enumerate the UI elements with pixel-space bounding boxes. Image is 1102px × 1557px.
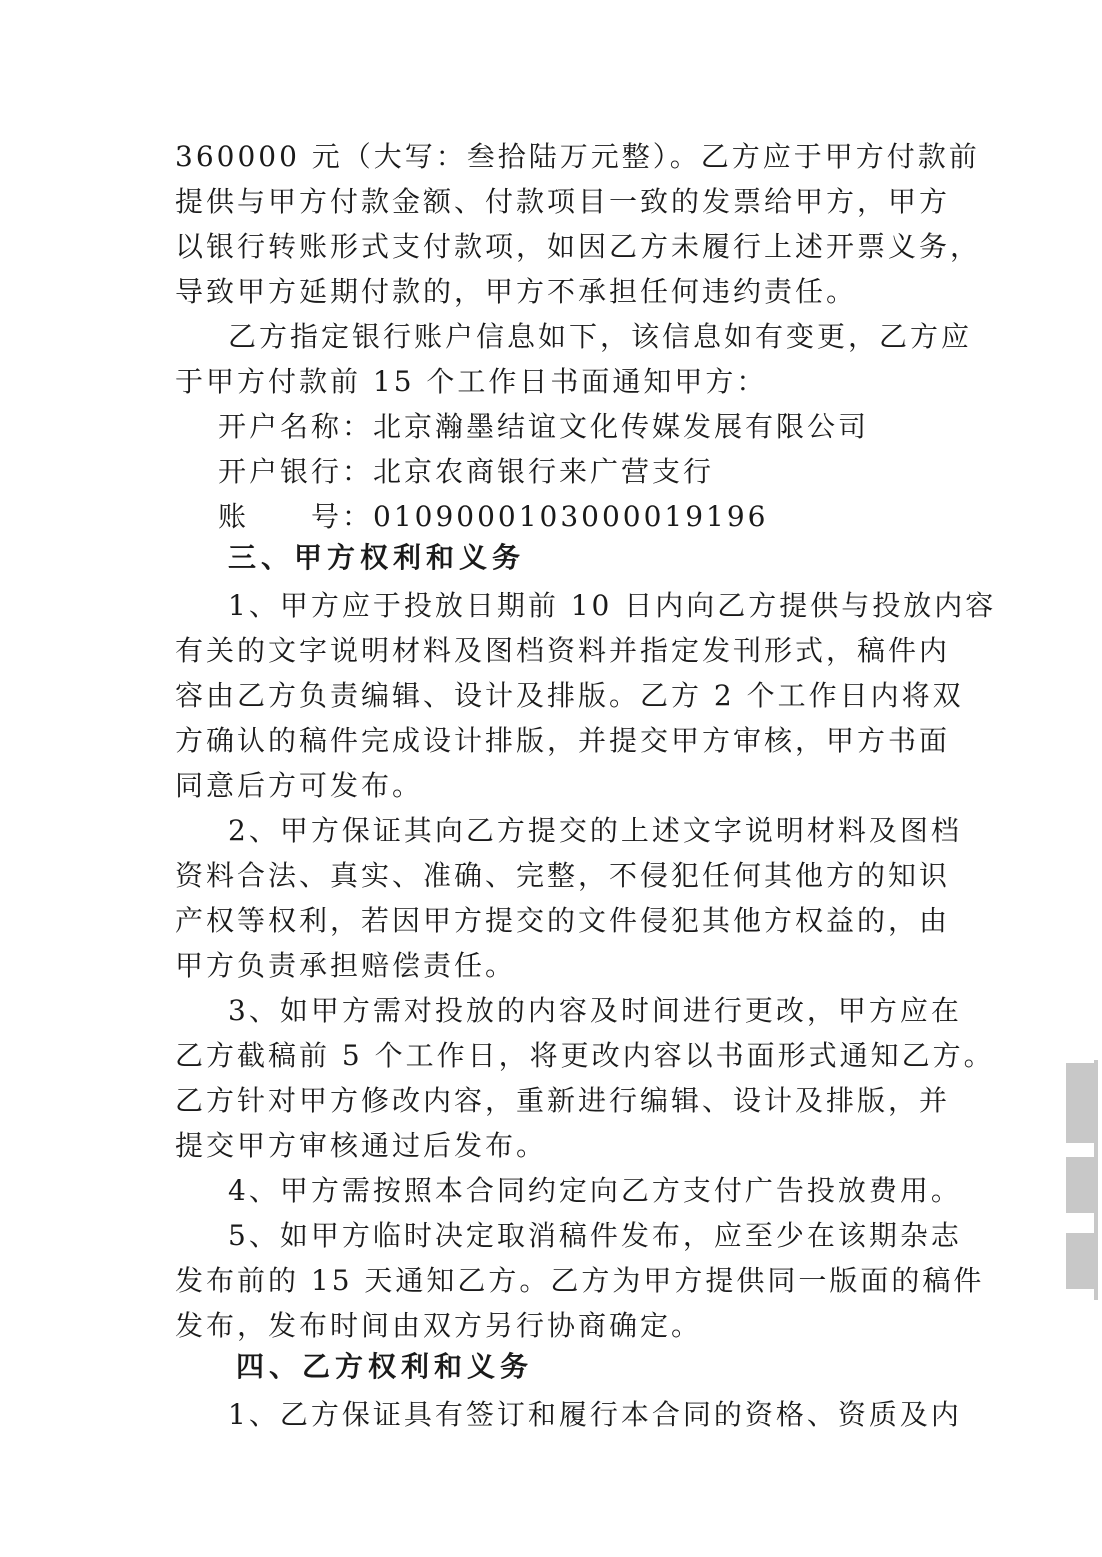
text-line: 容由乙方负责编辑、设计及排版。乙方 2 个工作日内将双 [175, 679, 964, 712]
seal-fragment [1066, 1063, 1094, 1143]
seal-fragment [1066, 1157, 1094, 1213]
text-line: 乙方指定银行账户信息如下，该信息如有变更，乙方应 [228, 320, 973, 353]
text-line: 360000 元（大写：叁拾陆万元整）。乙方应于甲方付款前 [175, 140, 980, 173]
bank-name-line: 开户银行：北京农商银行来广营支行 [218, 455, 715, 488]
text-line: 乙方针对甲方修改内容，重新进行编辑、设计及排版，并 [175, 1084, 951, 1117]
text-line: 3、如甲方需对投放的内容及时间进行更改，甲方应在 [228, 994, 962, 1027]
page-edge-mark [1094, 1060, 1098, 1300]
account-name-line: 开户名称：北京瀚墨结谊文化传媒发展有限公司 [218, 410, 870, 443]
section-heading-party-a: 三、甲方权利和义务 [228, 541, 526, 574]
text-line: 产权等权利，若因甲方提交的文件侵犯其他方权益的，由 [175, 904, 951, 937]
text-line: 方确认的稿件完成设计排版，并提交甲方审核，甲方书面 [175, 724, 951, 757]
text-line: 甲方负责承担赔偿责任。 [175, 949, 517, 982]
section-heading-party-b: 四、乙方权利和义务 [236, 1350, 534, 1383]
text-line: 有关的文字说明材料及图档资料并指定发刊形式，稿件内 [175, 634, 951, 667]
text-line: 资料合法、真实、准确、完整，不侵犯任何其他方的知识 [175, 859, 951, 892]
account-number-line: 账 号：0109000103000019196 [218, 500, 769, 533]
text-line: 2、甲方保证其向乙方提交的上述文字说明材料及图档 [228, 814, 962, 847]
text-line: 提交甲方审核通过后发布。 [175, 1129, 548, 1162]
text-line: 导致甲方延期付款的，甲方不承担任何违约责任。 [175, 275, 858, 308]
text-line: 同意后方可发布。 [175, 769, 424, 802]
text-line: 4、甲方需按照本合同约定向乙方支付广告投放费用。 [228, 1174, 962, 1207]
text-line: 5、如甲方临时决定取消稿件发布，应至少在该期杂志 [228, 1219, 962, 1252]
text-line: 发布前的 15 天通知乙方。乙方为甲方提供同一版面的稿件 [175, 1264, 985, 1297]
text-line: 提供与甲方付款金额、付款项目一致的发票给甲方，甲方 [175, 185, 951, 218]
text-line: 乙方截稿前 5 个工作日，将更改内容以书面形式通知乙方。 [175, 1039, 995, 1072]
text-line: 于甲方付款前 15 个工作日书面通知甲方： [175, 365, 768, 398]
seal-fragment [1066, 1233, 1094, 1289]
text-line: 以银行转账形式支付款项，如因乙方未履行上述开票义务， [175, 230, 982, 263]
text-line: 发布，发布时间由双方另行协商确定。 [175, 1309, 703, 1342]
text-line: 1、乙方保证具有签订和履行本合同的资格、资质及内 [228, 1398, 962, 1431]
text-line: 1、甲方应于投放日期前 10 日内向乙方提供与投放内容 [228, 589, 997, 622]
